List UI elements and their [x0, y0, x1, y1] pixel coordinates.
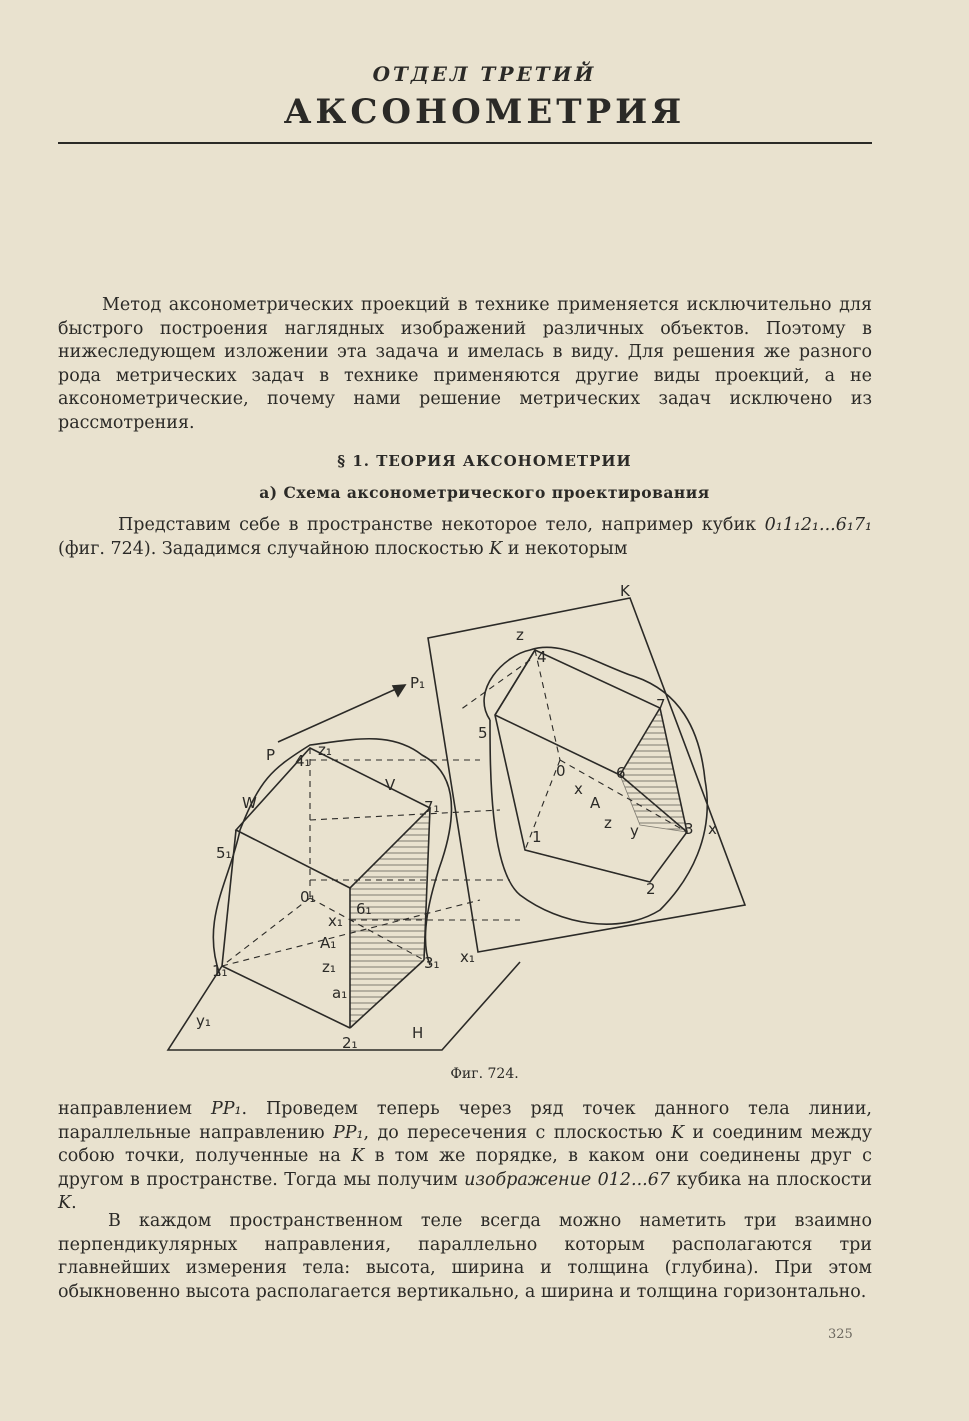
label-v: V: [385, 776, 396, 794]
label-p: P: [266, 746, 276, 764]
paragraph-3: [58, 1098, 872, 1216]
label-6: 6: [616, 764, 626, 782]
label-1-1: 1₁: [212, 962, 228, 980]
intro-paragraph: Метод аксонометрических проекций в технике применяется исключительно для быстрого построения наглядных изображений различных объектов. Поэтому в нижеследующем изложении эта задача и имелась в виду. Для решения же разного рода метрических задач в технике применяются другие виды проекций, а не аксонометрические, почему нами решение метрических задач исключено из рассмотрения.: [58, 295, 872, 433]
figure-724-diagram: [160, 580, 760, 1060]
p2-plane: K: [489, 538, 503, 559]
label-z-1: z₁: [318, 741, 332, 759]
label-5: 5: [478, 724, 488, 742]
label-z: z: [516, 626, 524, 644]
p2-text-before: Представим себе в пространстве некоторое тело, например кубик: [118, 515, 765, 535]
p3-t6: кубика на плоскости: [670, 1169, 873, 1190]
label-x-1: x₁: [328, 912, 343, 930]
label-4: 4: [537, 648, 547, 666]
p3-t4: и соединим между собою точки, полученные на: [58, 1122, 873, 1166]
label-1: 1: [532, 828, 542, 846]
p3-pp: PP₁: [210, 1099, 242, 1119]
label-4-1: 4₁: [295, 752, 311, 770]
figure-caption: Фиг. 724.: [450, 1066, 519, 1082]
p3-t1: направлением: [58, 1099, 211, 1119]
p3-t5: в том же порядке, в каком они соединены друг с другом в пространстве. Тогда мы получим: [58, 1146, 872, 1190]
p3-k2: K: [351, 1146, 365, 1166]
label-2-1: 2₁: [342, 1034, 358, 1052]
label-x-1b: x₁: [460, 948, 475, 966]
p2-formula: 0₁1₁2₁...6₁7₁: [764, 515, 872, 535]
label-y-small: y: [630, 822, 639, 840]
section-heading: § 1. ТЕОРИЯ АКСОНОМЕТРИИ: [337, 452, 632, 470]
label-2: 2: [646, 880, 656, 898]
label-x-small: x: [574, 780, 583, 798]
page-title: АКСОНОМЕТРИЯ: [283, 92, 686, 132]
subsection-heading: а) Схема аксонометрического проектирования: [259, 483, 710, 502]
label-a: A: [590, 794, 601, 812]
p3-k3: K: [58, 1193, 72, 1213]
label-p1: P₁: [410, 674, 426, 692]
label-6-1: 6₁: [356, 900, 372, 918]
paragraph-2: [58, 514, 872, 561]
label-0: 0: [556, 762, 566, 780]
label-k: K: [620, 582, 630, 600]
label-7: 7: [656, 696, 666, 714]
page-number: 325: [828, 1327, 853, 1342]
label-3-1: 3₁: [424, 954, 440, 972]
p2-text-after: (фиг. 724). Зададимся случайною плоскостью: [58, 538, 490, 559]
label-a0: a₁: [332, 984, 348, 1002]
p3-k: K: [670, 1122, 685, 1143]
projection-direction-arrow: [278, 685, 405, 742]
label-h: H: [412, 1024, 424, 1042]
p3-pp2: PP₁: [332, 1122, 364, 1143]
label-w: W: [242, 794, 257, 812]
label-z-1b: z₁: [322, 958, 336, 976]
plane-k: [428, 598, 745, 952]
p3-t7: .: [71, 1193, 77, 1213]
label-a-1: A₁: [320, 934, 337, 952]
p3-image-term: изображение 012...67: [464, 1169, 671, 1190]
label-3: 3: [684, 820, 694, 838]
label-0-1: 0₁: [300, 888, 316, 906]
section-label: ОТДЕЛ ТРЕТИЙ: [372, 62, 597, 86]
label-z-small: z: [604, 814, 612, 832]
label-5-1: 5₁: [216, 844, 232, 862]
p2-text-end: и некоторым: [502, 538, 628, 559]
paragraph-4: В каждом пространственном теле всегда можно наметить три взаимно перпендикулярных направления, параллельно которым располагаются три главнейших измерения тела: высота, ширина и толщина (глубина). При этом обыкновенно высота располагается вертикально, а ширина и толщина горизонтально.: [58, 1211, 872, 1302]
p3-t2: . Проведем теперь через ряд точек данного тела линии, параллельные направлению: [58, 1099, 872, 1143]
p3-t3: , до пересечения с плоскостью: [363, 1122, 671, 1143]
title-rule: [58, 142, 872, 144]
label-x: x: [708, 820, 717, 838]
label-y-1: y₁: [196, 1012, 211, 1030]
label-7-1: 7₁: [424, 798, 440, 816]
